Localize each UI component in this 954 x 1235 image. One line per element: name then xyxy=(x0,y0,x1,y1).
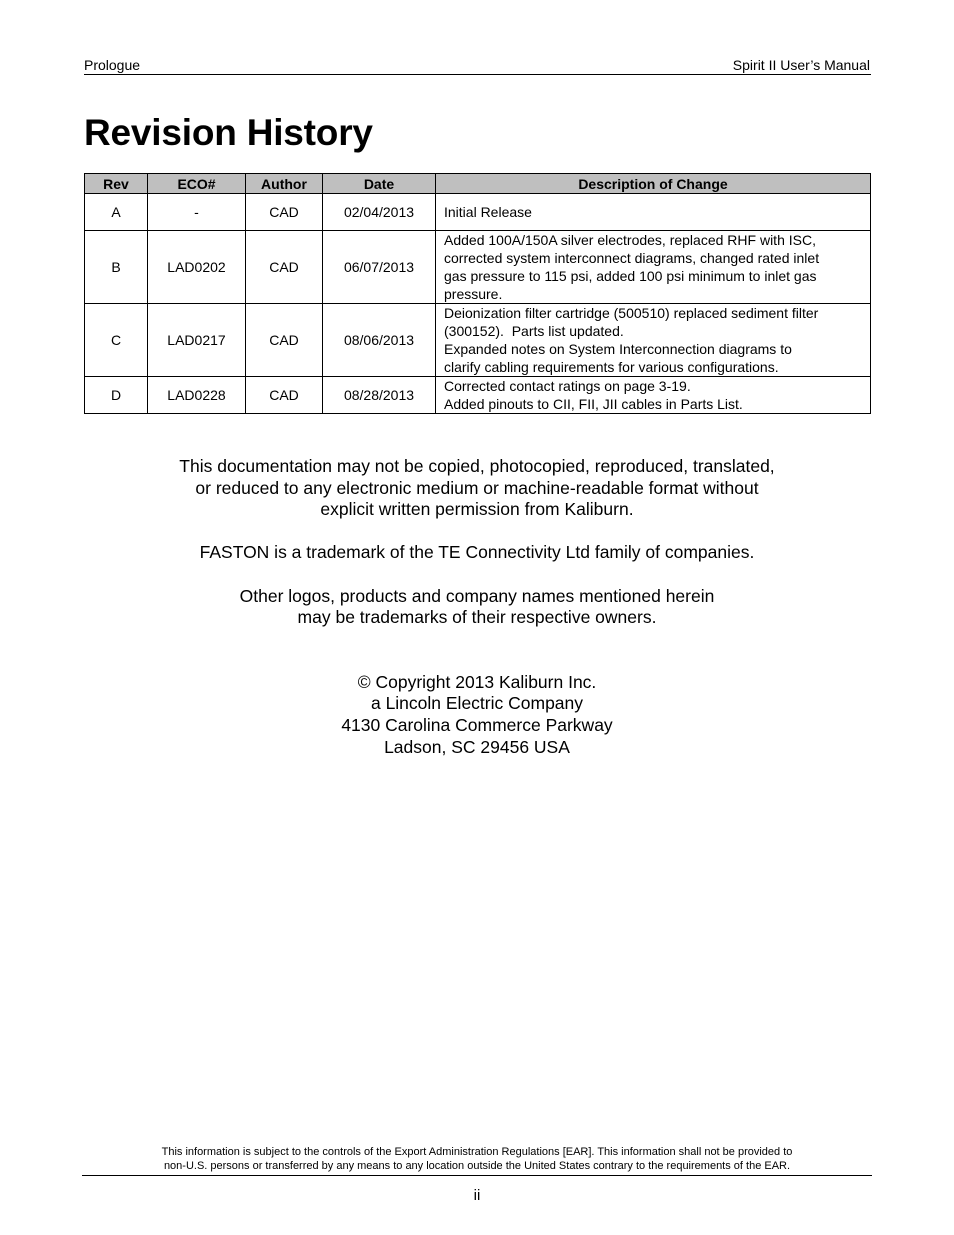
description-line: gas pressure to 115 psi, added 100 psi minimum to inlet gas xyxy=(444,268,817,284)
notice-line: or reduced to any electronic medium or machine-readable format without xyxy=(195,477,759,498)
column-header-author: Author xyxy=(246,174,323,194)
table-row xyxy=(85,231,871,304)
author-cell: CAD xyxy=(246,194,323,231)
description-line: (300152). Parts list updated. xyxy=(444,323,624,339)
description-line: Deionization filter cartridge (500510) replaced sediment filter xyxy=(444,305,819,321)
section-name: Prologue xyxy=(84,57,141,73)
export-notice xyxy=(84,1145,870,1173)
legal-notices xyxy=(84,456,870,758)
notice-line: Other logos, products and company names mentioned herein xyxy=(239,585,715,606)
copyright-line: Ladson, SC 29456 USA xyxy=(384,736,570,757)
rev-cell: C xyxy=(85,304,148,377)
eco-cell: LAD0228 xyxy=(148,377,246,414)
description-cell xyxy=(436,194,871,231)
eco-cell: LAD0217 xyxy=(148,304,246,377)
table-header-row xyxy=(85,174,871,194)
description-cell xyxy=(436,304,871,377)
copyright-line: © Copyright 2013 Kaliburn Inc. xyxy=(357,671,597,692)
date-cell: 02/04/2013 xyxy=(323,194,436,231)
author-cell: CAD xyxy=(246,377,323,414)
column-header-date: Date xyxy=(323,174,436,194)
date-cell: 08/06/2013 xyxy=(323,304,436,377)
description-line: Expanded notes on System Interconnection diagrams to xyxy=(444,341,792,357)
description-line: Added pinouts to CII, FII, JII cables in Parts List. xyxy=(444,396,743,412)
export-notice-line: non-U.S. persons or transferred by any means to any location outside the United States contrary to the requirements of the EAR. xyxy=(163,1160,791,1172)
notice-line: may be trademarks of their respective owners. xyxy=(297,607,657,628)
footer-divider xyxy=(82,1175,872,1176)
description-line: Initial Release xyxy=(444,204,532,220)
rev-cell: B xyxy=(85,231,148,304)
trademark-notice: FASTON is a trademark of the TE Connectivity Ltd family of companies. xyxy=(199,542,755,563)
copyright-block xyxy=(84,672,870,758)
description-line: corrected system interconnect diagrams, changed rated inlet xyxy=(444,250,820,266)
copyright-line: 4130 Carolina Commerce Parkway xyxy=(341,714,613,735)
other-trademarks-notice xyxy=(84,586,870,629)
page-title: Revision History xyxy=(84,112,373,153)
column-header-description: Description of Change xyxy=(436,174,871,194)
date-cell: 08/28/2013 xyxy=(323,377,436,414)
rev-cell: D xyxy=(85,377,148,414)
column-header-eco: ECO# xyxy=(148,174,246,194)
page-number: ii xyxy=(473,1187,481,1204)
notice-line: This documentation may not be copied, photocopied, reproduced, translated, xyxy=(179,456,775,476)
manual-title: Spirit II User’s Manual xyxy=(732,57,870,73)
author-cell: CAD xyxy=(246,231,323,304)
notice-line: explicit written permission from Kaliburn. xyxy=(320,499,634,520)
copy-restriction-notice xyxy=(84,456,870,521)
author-cell: CAD xyxy=(246,304,323,377)
eco-cell: LAD0202 xyxy=(148,231,246,304)
page-header xyxy=(84,55,871,75)
copyright-line: a Lincoln Electric Company xyxy=(370,693,584,714)
table-row xyxy=(85,304,871,377)
table-row xyxy=(85,377,871,414)
column-header-rev: Rev xyxy=(85,174,148,194)
description-line: Added 100A/150A silver electrodes, replaced RHF with ISC, xyxy=(444,232,816,248)
rev-cell: A xyxy=(85,194,148,231)
export-notice-line: This information is subject to the controls of the Export Administration Regulations [EAR]. This information shall not be provided to xyxy=(161,1146,793,1158)
date-cell: 06/07/2013 xyxy=(323,231,436,304)
revision-table xyxy=(84,173,871,414)
description-cell xyxy=(436,377,871,414)
eco-cell: - xyxy=(148,194,246,231)
description-cell xyxy=(436,231,871,304)
description-line: pressure. xyxy=(444,286,503,302)
description-line: clarify cabling requirements for various configurations. xyxy=(444,359,779,375)
description-line: Corrected contact ratings on page 3-19. xyxy=(444,378,691,394)
table-row xyxy=(85,194,871,231)
